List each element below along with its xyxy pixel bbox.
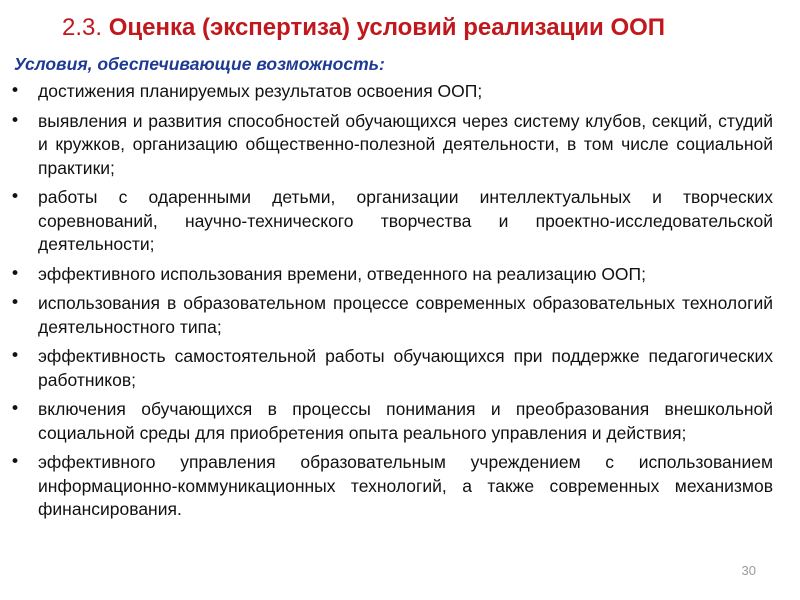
bullet-item bbox=[10, 292, 773, 339]
bullet-text: эффективного управления образовательным учреждением с использованием информационно-коммуникационных технологий, а также современных механизмов финансирования. bbox=[38, 452, 773, 519]
bullet-text: включения обучающихся в процессы понимания и преобразования внешкольной социальной среды для приобретения опыта реального управления и действия; bbox=[38, 399, 773, 443]
bullet-item bbox=[10, 345, 773, 392]
bullet-list bbox=[0, 80, 800, 528]
bullet-text: эффективность самостоятельной работы обучающихся при поддержке педагогических работников; bbox=[38, 346, 773, 390]
bullet-dot-icon: • bbox=[10, 399, 21, 419]
bullet-text: использования в образовательном процессе современных образовательных технологий деятельностного типа; bbox=[38, 293, 773, 337]
slide-title bbox=[62, 8, 780, 48]
bullet-item bbox=[10, 263, 773, 287]
bullet-dot-icon: • bbox=[10, 263, 21, 284]
bullet-text: выявления и развития способностей обучающихся через систему клубов, секций, студий и кружков, организацию общественно-полезной деятельности, в том числе социальной практики; bbox=[38, 110, 773, 178]
page-number: 30 bbox=[741, 563, 756, 578]
bullet-dot-icon: • bbox=[10, 110, 21, 131]
slide-title-number: 2.3. bbox=[62, 14, 103, 41]
slide-subtitle: Условия, обеспечивающие возможность: bbox=[14, 54, 385, 74]
bullet-item bbox=[10, 451, 773, 522]
bullet-item bbox=[10, 398, 773, 445]
bullet-item bbox=[10, 110, 773, 181]
bullet-item bbox=[10, 186, 773, 257]
bullet-text: работы с одаренными детьми, организации интеллектуальных и творческих соревнований, научно-технического творчества и проектно-исследовательской деятельности; bbox=[38, 187, 773, 254]
bullet-dot-icon: • bbox=[10, 81, 21, 101]
bullet-text: эффективного использования времени, отведенного на реализацию ООП; bbox=[38, 263, 646, 284]
bullet-dot-icon: • bbox=[10, 452, 21, 472]
bullet-item bbox=[10, 80, 773, 104]
bullet-dot-icon: • bbox=[10, 346, 21, 366]
slide-title-text: Оценка (экспертиза) условий реализации ООП bbox=[108, 14, 666, 41]
bullet-text: достижения планируемых результатов освоения ООП; bbox=[38, 81, 483, 101]
bullet-dot-icon: • bbox=[10, 293, 21, 313]
bullet-dot-icon: • bbox=[10, 187, 21, 207]
